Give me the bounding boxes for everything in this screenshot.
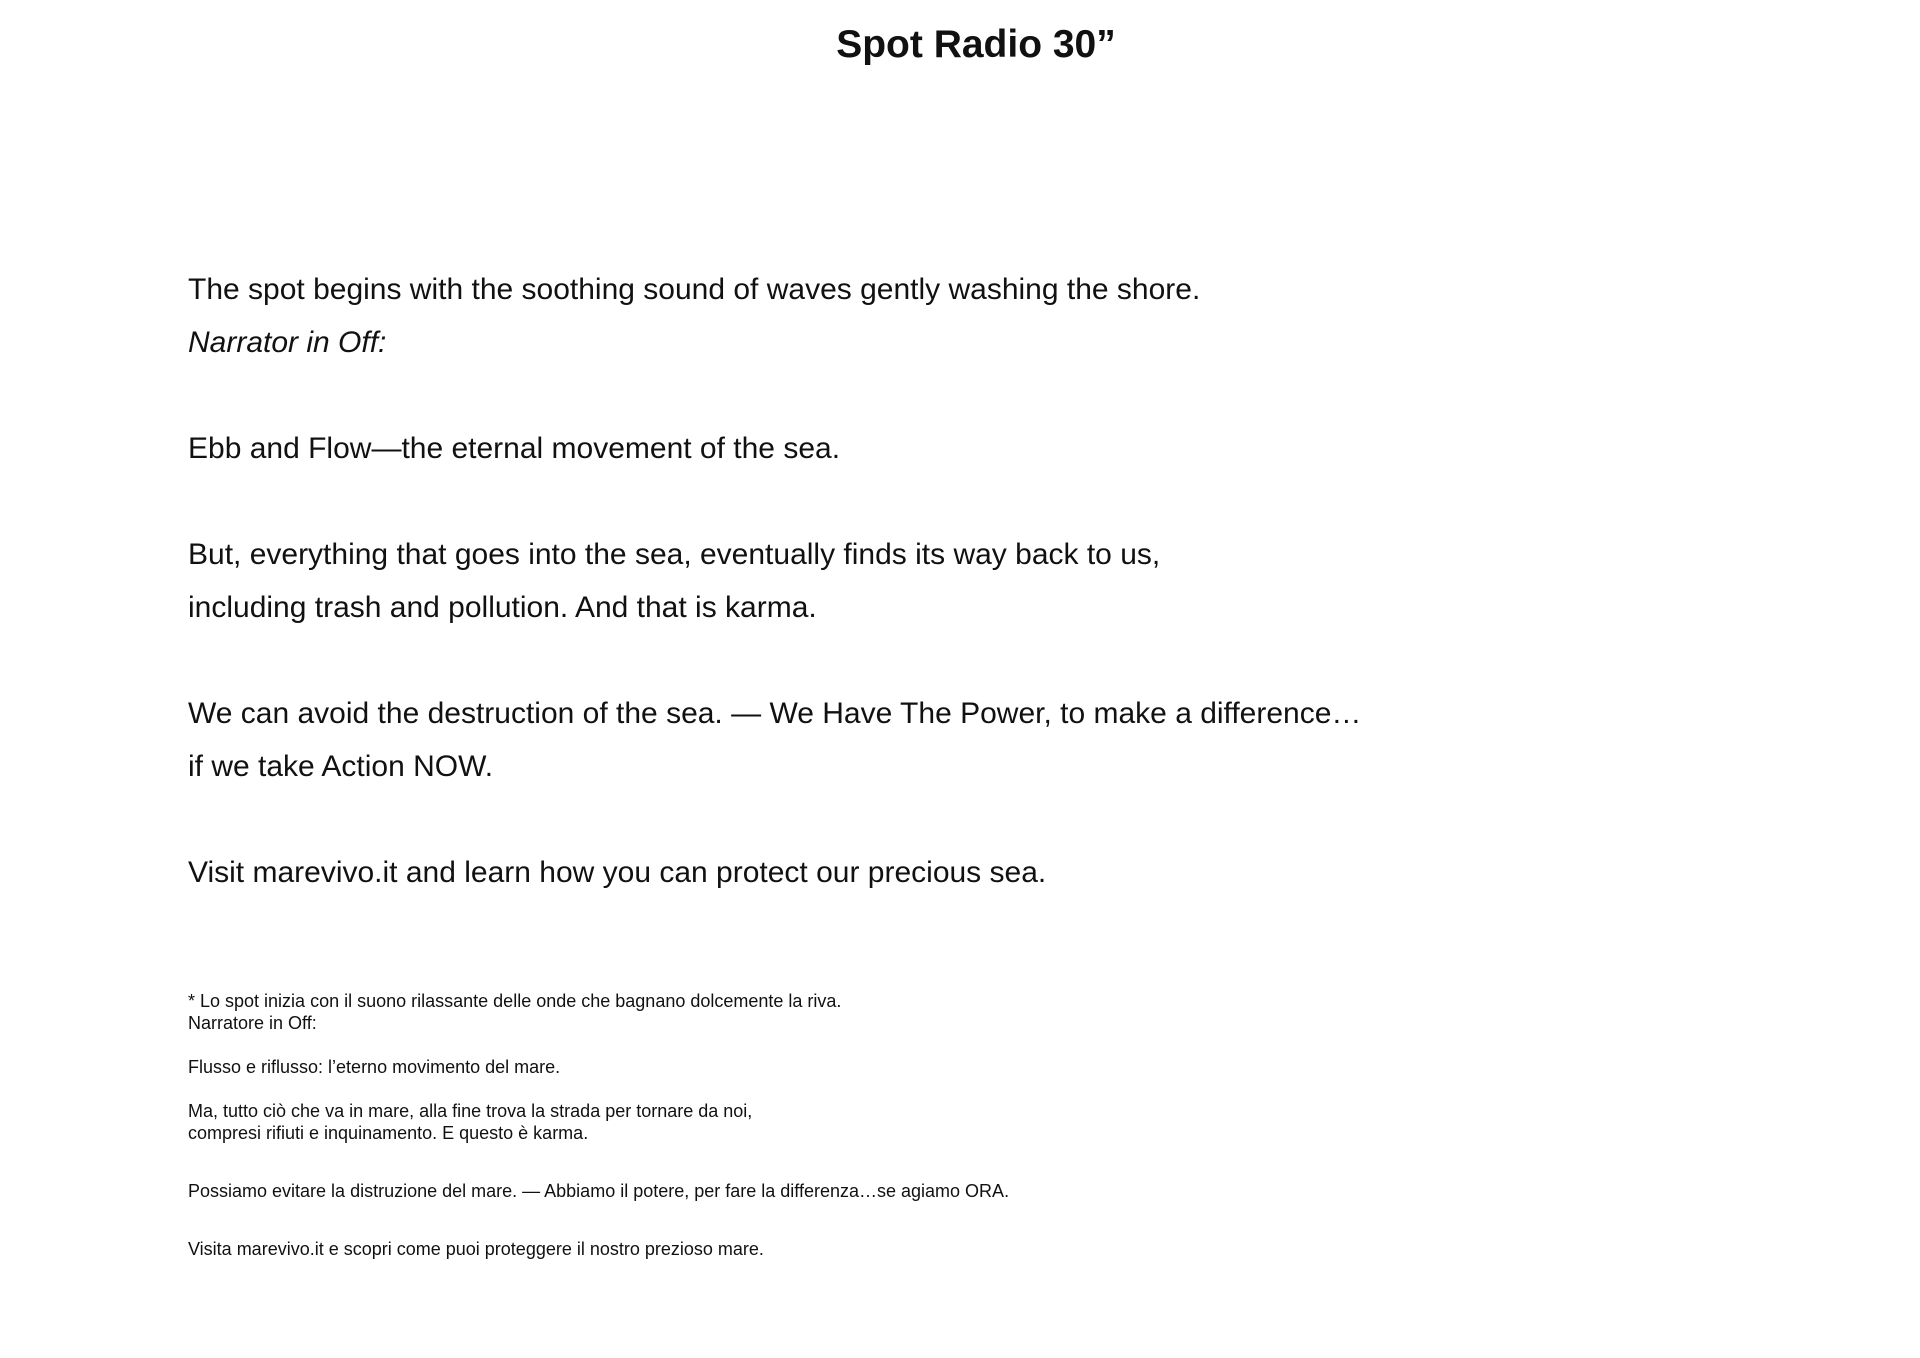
translation-line-2a: Ma, tutto ciò che va in mare, alla fine trova la strada per tornare da noi, [188, 1101, 753, 1121]
spacer [188, 369, 1688, 422]
script-line-3b: if we take Action NOW. [188, 750, 494, 783]
translation-intro: * Lo spot inizia con il suono rilassante delle onde che bagnano dolcemente la riva. [188, 991, 842, 1011]
script-line-4: Visit marevivo.it and learn how you can protect our precious sea. [188, 856, 1047, 889]
translation-italian [188, 990, 1688, 1260]
document-title: Spot Radio 30” [836, 23, 1116, 66]
script-line-2b: including trash and pollution. And that is karma. [188, 591, 817, 624]
translation-narrator: Narratore in Off: [188, 1013, 317, 1033]
translation-line-1: Flusso e riflusso: l’eterno movimento del mare. [188, 1057, 561, 1077]
spacer [188, 793, 1688, 846]
spacer [188, 1202, 1688, 1238]
script-line-2a: But, everything that goes into the sea, eventually finds its way back to us, [188, 538, 1161, 571]
intro-line: The spot begins with the soothing sound of waves gently washing the shore. [188, 273, 1201, 306]
spacer [188, 1034, 1688, 1056]
translation-line-2b: compresi rifiuti e inquinamento. E questo è karma. [188, 1123, 589, 1143]
spacer [188, 634, 1688, 687]
translation-line-4: Visita marevivo.it e scopri come puoi proteggere il nostro prezioso mare. [188, 1239, 764, 1259]
script-line-1: Ebb and Flow—the eternal movement of the sea. [188, 432, 841, 465]
script-english [188, 263, 1688, 899]
narrator-label: Narrator in Off: [188, 326, 387, 359]
spacer [188, 475, 1688, 528]
script-line-3a: We can avoid the destruction of the sea. — We Have The Power, to make a difference… [188, 697, 1362, 730]
spacer [188, 1078, 1688, 1100]
spacer [188, 1144, 1688, 1180]
translation-line-3: Possiamo evitare la distruzione del mare. — Abbiamo il potere, per fare la differenza…se agiamo ORA. [188, 1181, 1010, 1201]
